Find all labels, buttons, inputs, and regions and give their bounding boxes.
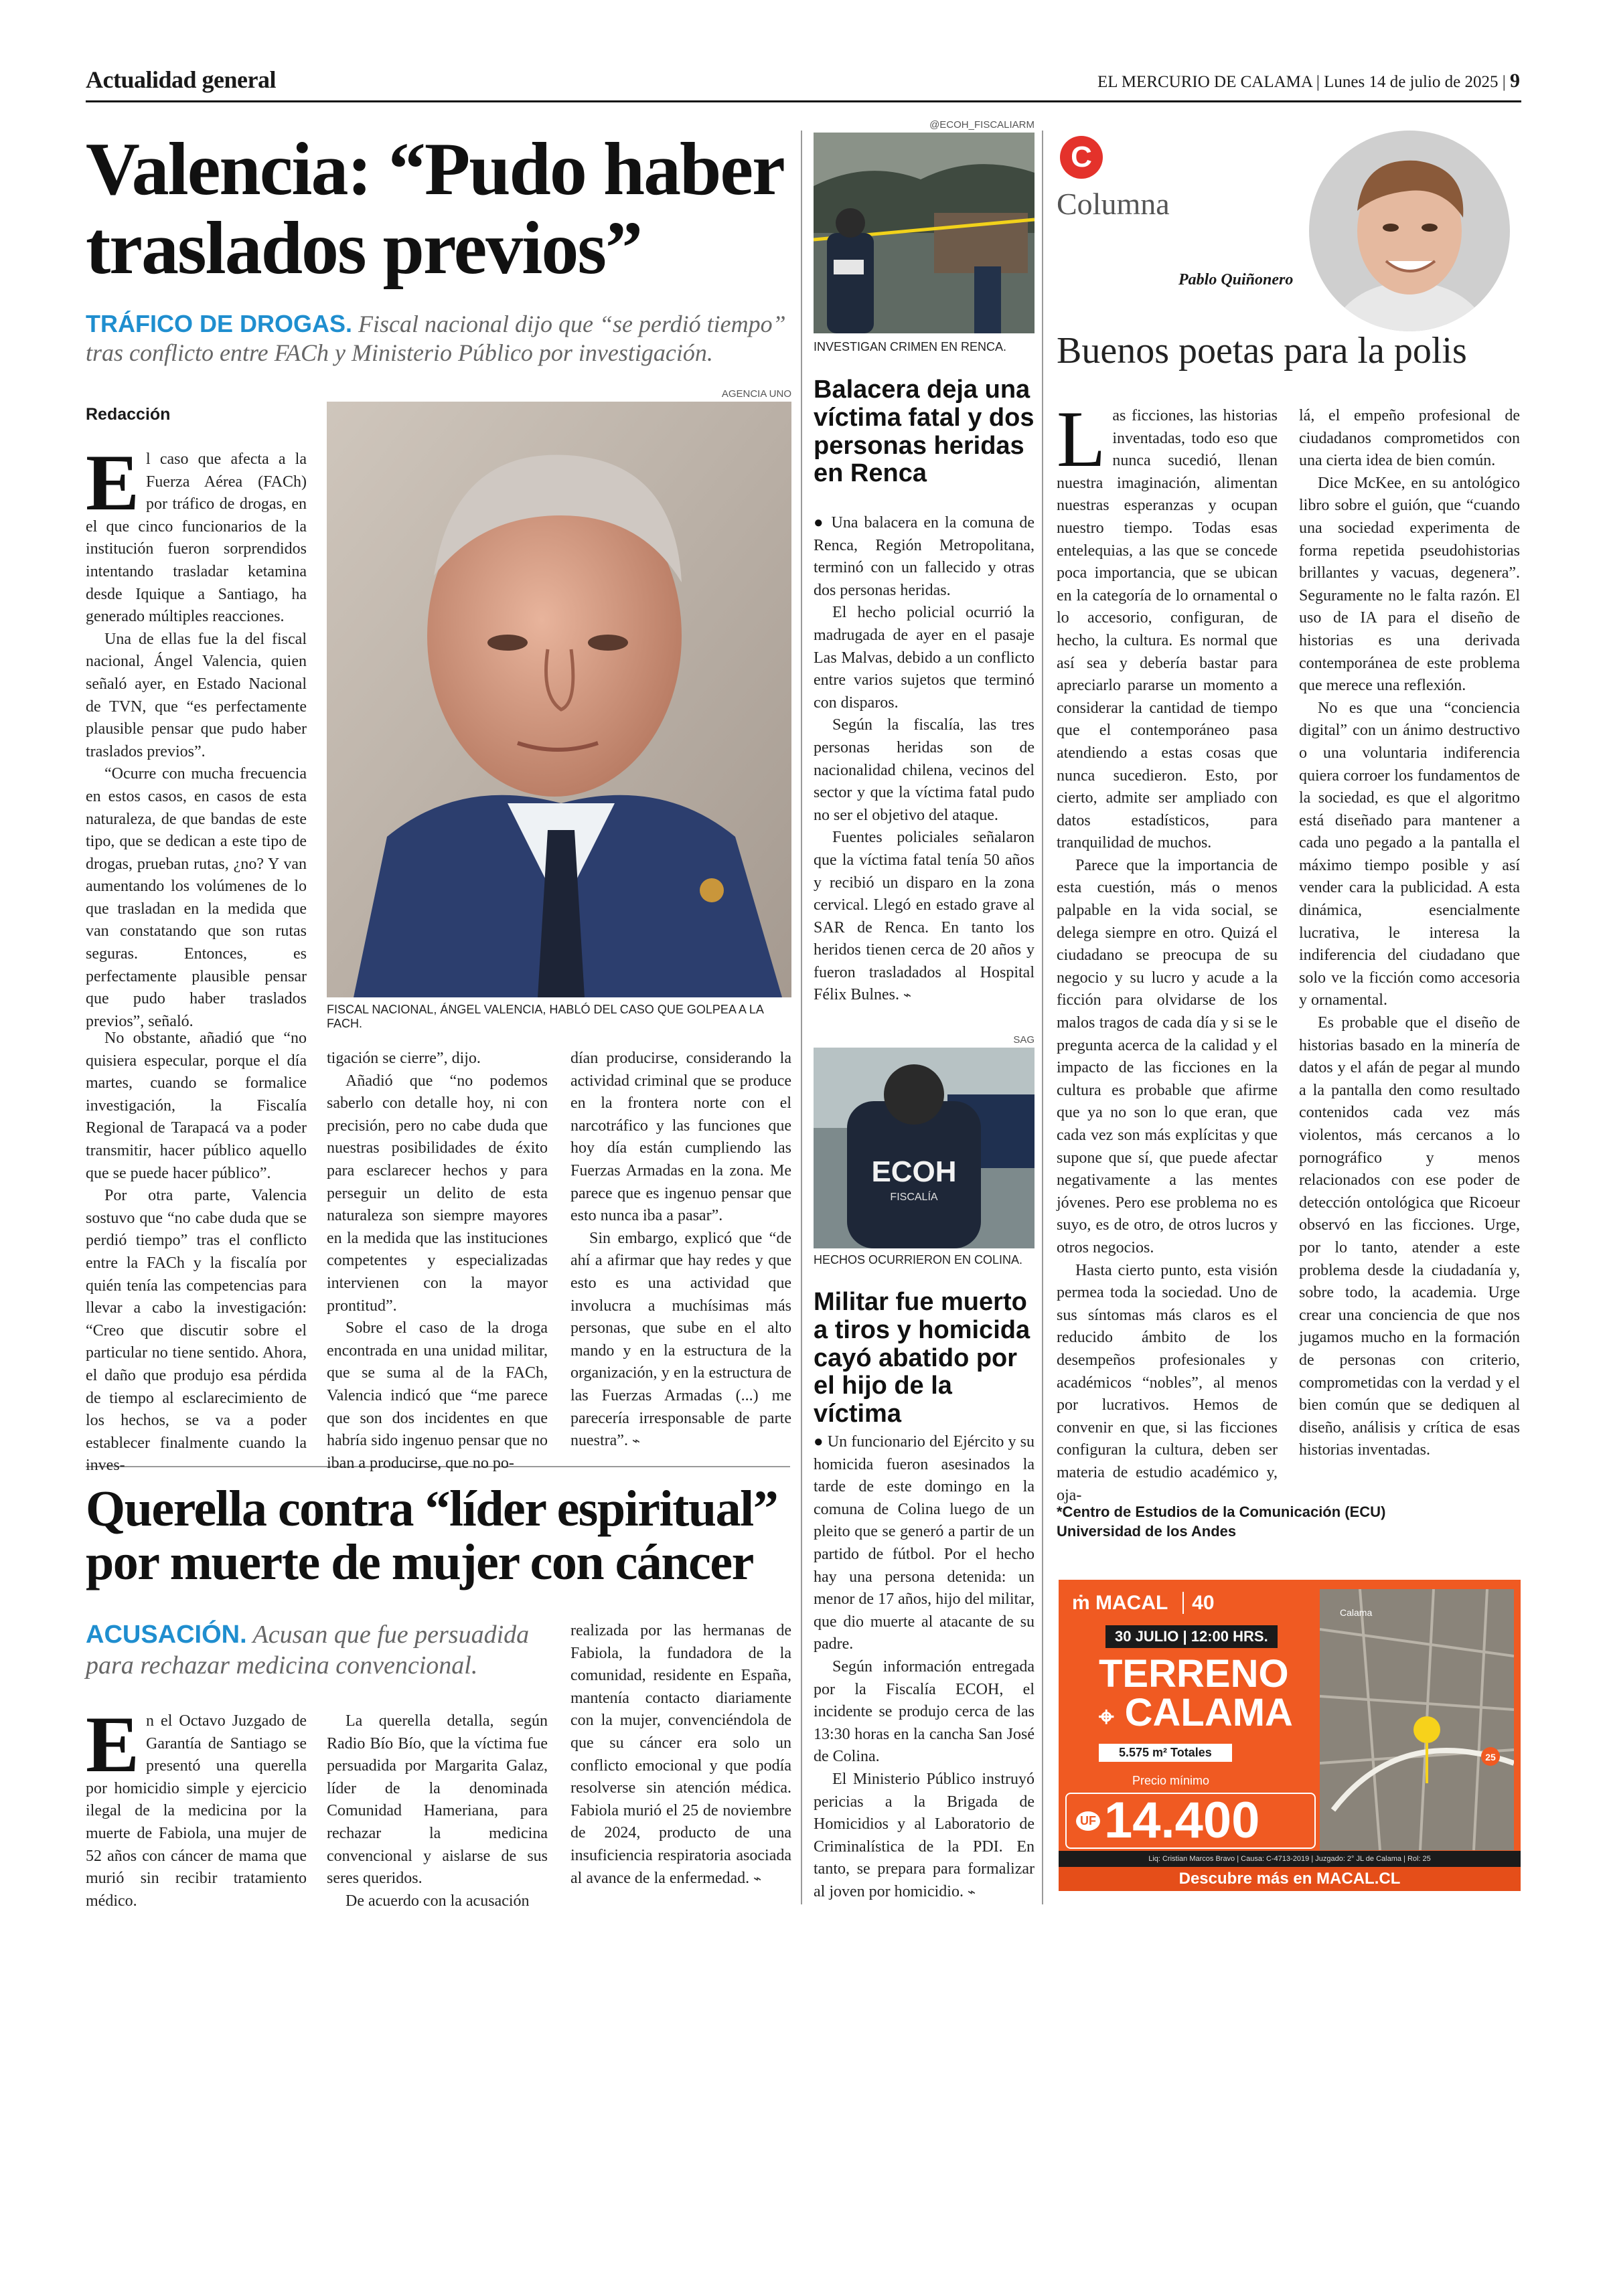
bullet-icon: ● [814, 514, 826, 531]
investigator-illustration [814, 1048, 1035, 1248]
ad-currency: UF [1076, 1811, 1100, 1831]
column-col-2: lá, el empeño profesional de ciudadanos comprometidos con una cierta idea de bien común. Dice McKee, en su antológico libro sobre el guión, que “cuando una sociedad experimenta de forma repetida pseudohistorias brillantes y vacuas, degenera”. Seguramente no le falta razón. El uso de IA para el diseño de historias es una derivada contemporánea de este problema que merece una reflexión. No es que una “conciencia digital” con un ánimo destructivo o una voluntaria indiferencia quiera corroer los fundamentos de la sociedad, es que el algoritmo está diseñado para mantener a cada uno pegado a la pantalla el máximo tiempo posible y así vender cara la publicidad. A esta dinámica, esencialmente lucrativa, le interesa la indiferencia del ciudadano que solo ve la ficción como accesoria y ornamental. Es probable que el diseño de historias basado en la minería de datos y el afán de pegar al mundo a la pantalla den como resultado contenidos cada vez más violentos, más cercanos a lo pornográfico y menos relacionados con ese poder de detección ontológica que Ricoeur observó en las ficciones. Urge, por lo tanto, atender a este problema desde la ciudadanía y, sobre todo, la academia. Urge crear una conciencia de que nos jugamos mucho en la formación de personas con criterio, comprometidas con la verdad y el bien común que se dediquen al diseño, análisis y crítica de esas historias inventadas. [1299, 407, 1520, 1459]
page-number: 9 [1510, 70, 1520, 92]
ad-price: 14.400 [1104, 1792, 1260, 1849]
byline: Redacción [86, 405, 171, 424]
colina-caption: HECHOS OCURRIERON EN COLINA. [814, 1253, 1023, 1266]
ad-date: 30 JULIO | 12:00 HRS. [1105, 1625, 1278, 1648]
end-mark-icon: ⌁ [753, 1871, 762, 1886]
main-col-3: dían producirse, considerando la actividad criminal que se produce en la frontera norte con el narcotráfico y las funciones que hoy día están cumpliendo las Fuerzas Armadas en la zona. Me parece que es ingenuo pensar que esto nunca iba a pasar”. Sin embargo, explicó que “de ahí a afirmar que hay redes y que esto es una actividad que involucra a muchísimas más personas, que sube en el alto mando y en la estructura de la organización, y en la estructura de las Fuerzas Armadas (...) me parecería irresponsable de parte nuestra”. ⌁ [570, 1050, 791, 1450]
second-kicker: ACUSACIÓN. [86, 1621, 247, 1649]
column-title: Buenos poetas para la polis [1057, 330, 1467, 372]
dropcap: E [86, 438, 140, 527]
ad-brand: ṁ MACAL 40 [1072, 1592, 1215, 1614]
header-rule [86, 100, 1521, 102]
renca-photo [814, 133, 1035, 333]
section-title: Actualidad general [86, 66, 276, 93]
author-avatar [1309, 131, 1510, 331]
main-deck: TRÁFICO DE DROGAS. Fiscal nacional dijo que “se perdió tiempo” tras conflicto entre FACh y Ministerio Público por investigación. [86, 310, 786, 367]
ad-cta-link[interactable]: Descubre más en MACAL.CL [1059, 1867, 1521, 1891]
column-label: Columna [1057, 187, 1170, 221]
dropcap: L [1057, 394, 1106, 483]
map-city-label: Calama [1340, 1607, 1373, 1618]
second-col-1: E n el Octavo Juzgado de Garantía de Santiago se presentó una querella por homicidio simple y ejercicio ilegal de la medicina por la muerte de Fabiola, una mujer de 52 años con cáncer de mama que murió sin recibir tratamiento médico. [86, 1700, 307, 1910]
map-illustration [1320, 1589, 1514, 1850]
main-photo-caption: FISCAL NACIONAL, ÁNGEL VALENCIA, HABLÓ DEL CASO QUE GOLPEA A LA FACH. [327, 1003, 763, 1030]
column-col-1: L as ficciones, las historias inventadas, todo eso que nunca sucedió, llenan nuestra imaginación, alimentan nuestras esperanzas y ocupan nuestro tiempo. Todas esas entelequias, a las que se concede poca importancia, que se ubican en la categoría de lo ornamental o lo accesorio, configuran, de hecho, la cultura. Es normal que así sea y debería bastar para apreciarlo pararse un momento a considerar la cantidad de tiempo que el contemporáneo pasa atendiendo a estas cosas que nunca sucedieron. Esto, por cierto, admite ser ampliado con datos estadísticos, para tranquilidad de muchos. Parece que la importancia de esta cuestión, más o menos palpable en la vida social, se delega siempre en otro. Quizá el ciudadano se preocupa de su negocio y su lucro y acude a la ficción para olvidarse de los malos tragos de cada día y si se le pregunta acerca de la calidad y el impacto de las ficciones en la cultura es probable que afirme que ya no son lo que eran, que cada vez son más explícitas y que supone que sí, que puede afectar negativamente a las mentes jóvenes. Pero ese problema no es suyo, es de otro, de otros lucros y otros negocios. Hasta cierto punto, esta visión permea toda la sociedad. Uno de sus síntomas más claros es el reducido ámbito de los desempeños profesionales y académicos “nobles”, al menos por lucrativos. Hemos de convenir en que, si las ficciones configuran la cultura, deben ser materia de estudio académico y, oja- [1057, 394, 1278, 1504]
second-headline: Querella contra “líder espiritual” por muerte de mujer con cáncer [86, 1481, 778, 1590]
author-portrait [1309, 131, 1510, 331]
ad-area: 5.575 m² Totales [1099, 1744, 1232, 1762]
main-photo [327, 402, 791, 997]
publication-name: EL MERCURIO DE CALAMA [1097, 73, 1312, 91]
ad-min-label: Precio mínimo [1132, 1774, 1210, 1787]
ad-map [1320, 1589, 1514, 1850]
divider [801, 131, 802, 1904]
second-col-3: realizada por las hermanas de Fabiola, la fundadora de la comunidad, residente en España, mantenía contacto diariamente con la mujer, convenciéndola de que su cáncer era solo un conflicto emocional y que podía resolverse sin atención médica. Fabiola murió el 25 de noviembre de 2024, producto de una insuficiencia respiratoria asociada al avance de la enfermedad. ⌁ [570, 1622, 791, 1887]
second-deck: ACUSACIÓN. Acusan que fue persuadida para rechazar medicina convencional. [86, 1621, 530, 1679]
photo-credit: SAG [1013, 1034, 1035, 1046]
macal-advertisement[interactable] [1059, 1580, 1521, 1891]
renca-caption: INVESTIGAN CRIMEN EN RENCA. [814, 340, 1007, 353]
bullet-icon: ● [814, 1433, 824, 1451]
portrait-illustration [327, 402, 791, 997]
crime-scene-illustration [814, 133, 1035, 333]
end-mark-icon: ⌁ [967, 1884, 976, 1900]
masthead: EL MERCURIO DE CALAMA | Lunes 14 de julio de 2025 | 9 [1097, 70, 1520, 92]
photo-credit: AGENCIA UNO [721, 388, 791, 400]
vest-subtext: FISCALÍA [890, 1192, 938, 1203]
main-kicker: TRÁFICO DE DROGAS. [86, 310, 353, 337]
issue-date: Lunes 14 de julio de 2025 [1324, 73, 1499, 91]
photo-credit: @ECOH_FISCALIARM [929, 119, 1035, 131]
main-col-2: tigación se cierre”, dijo. Añadió que “no podemos saberlo con detalle hoy, ni con precisión, pero no cabe duda que nuestras posibilidades de éxito para esclarecer hechos y para perseguir un delito de esta naturaleza son siempre mayores en la medida que las instituciones competentes y especializadas intervienen con la mayor prontitud”. Sobre el caso de la droga encontrada en una unidad militar, que se suma al de la FACh, Valencia indicó que “me parece que son dos incidentes en que habría sido ingenuo pensar que no iban a producirse, que no po- [327, 1050, 548, 1472]
ad-fine-print: Liq: Cristian Marcos Bravo | Causa: C-4713-2019 | Juzgado: 2° JL de Calama | Rol: 25 [1059, 1851, 1521, 1867]
colina-headline: Militar fue muerto a tiros y homicida cayó abatido por el hijo de la víctima [814, 1288, 1030, 1428]
ad-price-box [1065, 1793, 1316, 1849]
renca-headline: Balacera deja una víctima fatal y dos personas heridas en Renca [814, 376, 1035, 488]
colina-body: ● Un funcionario del Ejército y su homicida fueron asesinados la tarde de este domingo en la comuna de Colina luego de un pleito que se generó a partir de un partido de fútbol. Por el hecho hay una persona detenida: un menor de 17 años, hijo del militar, que dio muerte al atacante de su padre. Según información entregada por la Fiscalía ECOH, el incidente se produjo cerca de las 13:30 horas en la cancha San José de Colina. El Ministerio Público instruyó pericias a la Brigada de Homicidios y al Laboratorio de Criminalística de la PDI. En tanto, se prepara para formalizar al joven por homicidio. ⌁ [814, 1433, 1035, 1900]
map-marker-label: 25 [1485, 1752, 1496, 1762]
main-col-1b: No obstante, añadió que “no quisiera especular, porque el día martes, cuando se formalice investigación, la Fiscalía Regional de Tarapacá va a poder transmitir, hacer público aquello que se puede hacer público”. Por otra parte, Valencia sostuvo que “no cabe duda que se perdió tiempo” tras el conflicto entre la FACh y la fiscalía por quién tenía las competencias para llevar a cabo la investigación: “Creo que discutir sobre el particular no tiene sentido. Ahora, el daño que produjo esa pérdida de tiempo al esclarecimiento de los hechos, se va a poder establecer finalmente cuando la inves- [86, 1030, 307, 1475]
end-mark-icon: ⌁ [903, 988, 912, 1003]
ad-anniversary: 40 [1182, 1592, 1214, 1614]
divider [1042, 131, 1043, 1904]
ad-title: TERRENO ⌖ CALAMA [1099, 1652, 1293, 1734]
main-headline: Valencia: “Pudo haber traslados previos” [86, 128, 784, 290]
location-pin-icon: ⌖ [1099, 1702, 1114, 1732]
macal-logo-icon: ṁ [1072, 1592, 1090, 1614]
end-mark-icon: ⌁ [631, 1434, 641, 1449]
column-footnote: *Centro de Estudios de la Comunicación (ECU) Universidad de los Andes [1057, 1503, 1386, 1540]
colina-photo [814, 1048, 1035, 1248]
renca-body: ● Una balacera en la comuna de Renca, Región Metropolitana, terminó con un fallecido y otras dos personas heridas. El hecho policial ocurrió la madrugada de ayer en el pasaje Las Malvas, debido a un conflicto entre varios sujetos que terminó con disparos. Según la fiscalía, las tres personas heridas son de nacionalidad chilena, vecinos del sector y que la víctima fatal pudo no ser el objetivo del ataque. Fuentes policiales señalaron que la víctima fatal tenía 50 años y recibió un disparo en la zona cervical. Llegó en estado grave al SAR de Renca. En tanto los heridos tienen cerca de 20 años y fueron trasladados al Hospital Félix Bulnes. ⌁ [814, 514, 1035, 1004]
dropcap: E [86, 1700, 140, 1789]
column-author: Pablo Quiñonero [1178, 271, 1294, 289]
second-col-2: La querella detalla, según Radio Bío Bío, que la víctima fue persuadida por Margarita Galaz, líder de la denominada Comunidad Hameriana, para rechazar la medicina convencional y aislarse de sus seres queridos. De acuerdo con la acusación [327, 1712, 548, 1910]
vest-text: ECOH [871, 1155, 957, 1188]
column-badge: C [1060, 136, 1103, 179]
main-col-1: E l caso que afecta a la Fuerza Aérea (FACh) por tráfico de drogas, en el que cinco funcionarios de la institución fueron sorprendidos intentando trasladar ketamina desde Iquique a Santiago, ha generado múltiples reacciones. Una de ellas fue la del fiscal nacional, Ángel Valencia, quien señaló ayer, en Estado Nacional de TVN, que “es perfectamente plausible pensar que pudo haber traslados previos”. “Ocurre con mucha frecuencia en estos casos, en casos de esta naturaleza, de que bandas de este tipo, que se dedican a este tipo de drogas, prueban rutas, ¿no? Y van aumentando los volúmenes de lo que trasladan en la medida que van constatando que son rutas seguras. Entonces, es perfectamente plausible pensar que pudo haber traslados previos”, señaló. [86, 438, 307, 1030]
